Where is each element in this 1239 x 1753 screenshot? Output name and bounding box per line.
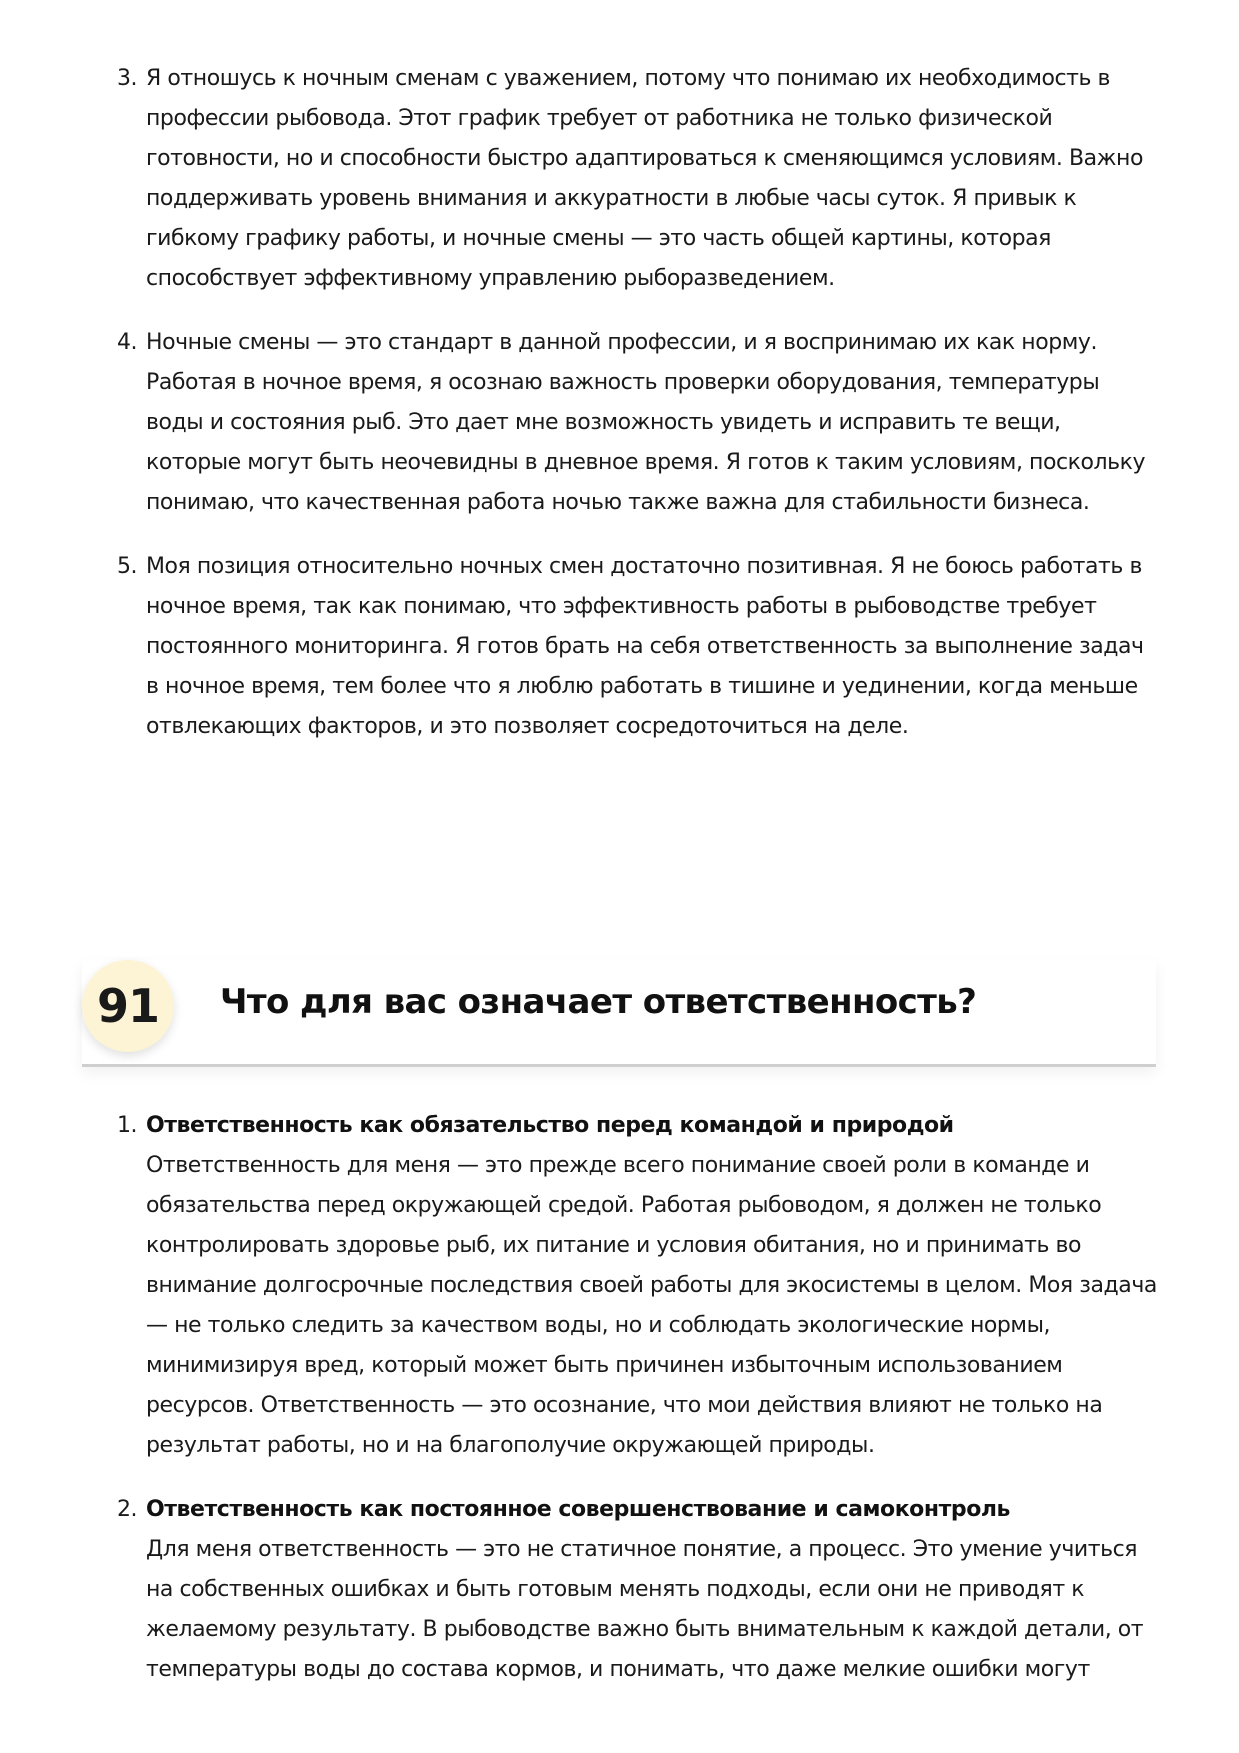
answers-list: [117, 1106, 1157, 1714]
item-text: Я отношусь к ночным сменам с уважением, потому что понимаю их необходимость в профессии рыбовода. Этот график требует от работника не только физической готовности, но и способности быстро адаптироваться к сменяющимся условиям. Важно поддерживать уровень внимания и аккуратности в любые часы суток. Я привык к гибкому графику работы, и ночные смены — это часть общей картины, которая способствует эффективному управлению рыборазведением.: [146, 66, 1143, 291]
item-number: 1.: [117, 1113, 138, 1138]
list-item: [117, 1106, 1157, 1466]
item-number: 3.: [117, 66, 138, 91]
previous-answers-list: [117, 59, 1157, 771]
item-title: Ответственность как постоянное совершенствование и самоконтроль: [146, 1497, 1010, 1522]
item-number: 2.: [117, 1497, 138, 1522]
list-item: [117, 323, 1157, 523]
item-text: Моя позиция относительно ночных смен достаточно позитивная. Я не боюсь работать в ночное время, так как понимаю, что эффективность работы в рыбоводстве требует постоянного мониторинга. Я готов брать на себя ответственность за выполнение задач в ночное время, тем более что я люблю работать в тишине и уединении, когда меньше отвлекающих факторов, и это позволяет сосредоточиться на деле.: [146, 554, 1144, 739]
list-item: [117, 1490, 1157, 1690]
item-text: Ночные смены — это стандарт в данной профессии, и я воспринимаю их как норму. Работая в ночное время, я осознаю важность проверки оборудования, температуры воды и состояния рыб. Это дает мне возможность увидеть и исправить те вещи, которые могут быть неочевидны в дневное время. Я готов к таким условиям, поскольку понимаю, что качественная работа ночью также важна для стабильности бизнеса.: [146, 330, 1146, 515]
item-number: 5.: [117, 554, 138, 579]
item-title: Ответственность как обязательство перед командой и природой: [146, 1113, 954, 1138]
item-text: Ответственность для меня — это прежде всего понимание своей роли в команде и обязательства перед окружающей средой. Работая рыбоводом, я должен не только контролировать здоровье рыб, их питание и условия обитания, но и принимать во внимание долгосрочные последствия своей работы для экосистемы в целом. Моя задача — не только следить за качеством воды, но и соблюдать экологические нормы, минимизируя вред, который может быть причинен избыточным использованием ресурсов. Ответственность — это осознание, что мои действия влияют не только на результат работы, но и на благополучие окружающей природы.: [146, 1153, 1157, 1458]
question-header: [82, 960, 1156, 1067]
list-item: [117, 59, 1157, 299]
item-text: Для меня ответственность — это не статичное понятие, а процесс. Это умение учиться на собственных ошибках и быть готовым менять подходы, если они не приводят к желаемому результату. В рыбоводстве важно быть внимательным к каждой детали, от температуры воды до состава кормов, и понимать, что даже мелкие ошибки могут: [146, 1537, 1144, 1682]
question-title: Что для вас означает ответственность?: [220, 982, 977, 1022]
question-number-badge: 91: [82, 960, 174, 1052]
item-number: 4.: [117, 330, 138, 355]
list-item: [117, 547, 1157, 747]
